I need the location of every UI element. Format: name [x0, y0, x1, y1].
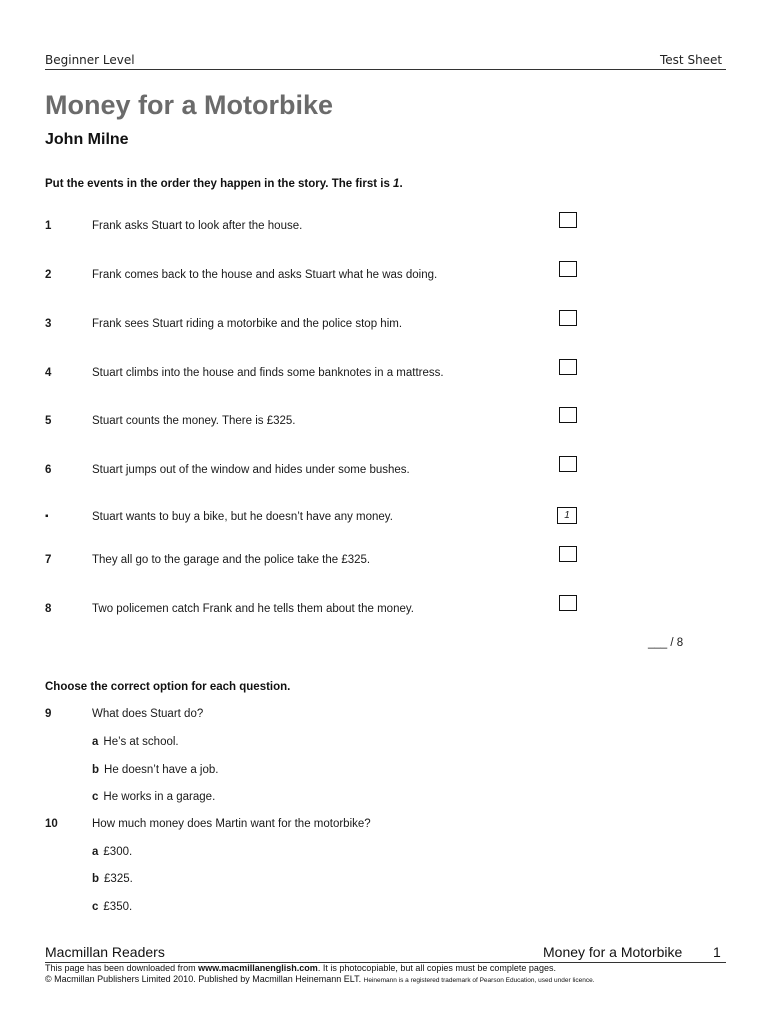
event-text: Stuart climbs into the house and finds some banknotes in a mattress. [92, 367, 444, 379]
event-number: 3 [45, 318, 52, 330]
option-letter: c [92, 791, 99, 803]
answer-box[interactable] [559, 595, 577, 611]
footer-copyright [45, 974, 595, 984]
download-pre: This page has been downloaded from [45, 963, 199, 973]
event-text: Frank asks Stuart to look after the house. [92, 220, 303, 232]
footer-page-number: 1 [713, 944, 721, 960]
event-number: 8 [45, 603, 52, 615]
option-a[interactable] [92, 736, 179, 748]
copyright-text: © Macmillan Publishers Limited 2010. Published by Macmillan Heinemann ELT. [45, 974, 364, 984]
section1-instruction-num: 1 [393, 178, 400, 190]
event-text: Stuart wants to buy a bike, but he doesn’t have any money. [92, 511, 393, 523]
header-sheet-type: Test Sheet [660, 53, 723, 67]
page-title: Money for a Motorbike [45, 90, 334, 120]
option-a[interactable] [92, 846, 132, 858]
option-text: He works in a garage. [103, 791, 216, 803]
event-number: 5 [45, 415, 52, 427]
section1-instruction-main: Put the events in the order they happen in the story. The first is [45, 178, 394, 190]
download-link[interactable]: www.macmillanenglish.com [198, 963, 318, 973]
answer-box[interactable] [559, 546, 577, 562]
answer-box[interactable] [559, 359, 577, 375]
option-text: He’s at school. [103, 736, 179, 748]
option-text: £325. [104, 873, 133, 885]
question-text: How much money does Martin want for the motorbike? [92, 818, 371, 830]
option-letter: b [92, 764, 100, 776]
event-text: They all go to the garage and the police take the £325. [92, 554, 371, 566]
download-post: . It is photocopiable, but all copies must be complete pages. [317, 963, 556, 973]
event-number: 4 [45, 367, 52, 379]
footer-book-title: Money for a Motorbike [543, 944, 683, 960]
event-text: Frank comes back to the house and asks Stuart what he was doing. [92, 269, 438, 281]
option-letter: a [92, 736, 99, 748]
event-number: 2 [45, 269, 52, 281]
bullet-marker: ▪ [45, 511, 49, 522]
option-c[interactable] [92, 791, 215, 803]
question-number: 10 [45, 818, 58, 830]
footer-download-notice [45, 963, 556, 973]
option-letter: b [92, 873, 100, 885]
event-number: 7 [45, 554, 52, 566]
option-text: He doesn’t have a job. [104, 764, 219, 776]
option-c[interactable] [92, 901, 132, 913]
answer-box[interactable] [559, 261, 577, 277]
section1-instruction [45, 178, 403, 190]
option-text: £300. [103, 846, 133, 858]
event-text: Stuart counts the money. There is £325. [92, 415, 296, 427]
event-number: 6 [45, 464, 52, 476]
option-letter: c [92, 901, 99, 913]
section2-instruction: Choose the correct option for each question. [45, 681, 291, 693]
answer-box-example: 1 [557, 507, 577, 524]
option-b[interactable] [92, 764, 218, 776]
option-b[interactable] [92, 873, 133, 885]
question-text: What does Stuart do? [92, 708, 204, 720]
header-rule [45, 69, 726, 70]
event-text: Two policemen catch Frank and he tells them about the money. [92, 603, 414, 615]
footer-series: Macmillan Readers [45, 944, 165, 960]
event-text: Frank sees Stuart riding a motorbike and the police stop him. [92, 318, 403, 330]
answer-box[interactable] [559, 407, 577, 423]
header-level: Beginner Level [45, 53, 135, 67]
option-text: £350. [103, 901, 133, 913]
answer-box[interactable] [559, 456, 577, 472]
section1-score: ___ / 8 [648, 637, 684, 649]
event-number: 1 [45, 220, 52, 232]
author: John Milne [45, 131, 129, 148]
event-text: Stuart jumps out of the window and hides under some bushes. [92, 464, 410, 476]
trademark-text: Heinemann is a registered trademark of Pearson Education, used under licence. [363, 977, 595, 984]
option-letter: a [92, 846, 99, 858]
answer-box[interactable] [559, 310, 577, 326]
section1-instruction-end: . [399, 178, 403, 190]
question-number: 9 [45, 708, 52, 720]
answer-box[interactable] [559, 212, 577, 228]
